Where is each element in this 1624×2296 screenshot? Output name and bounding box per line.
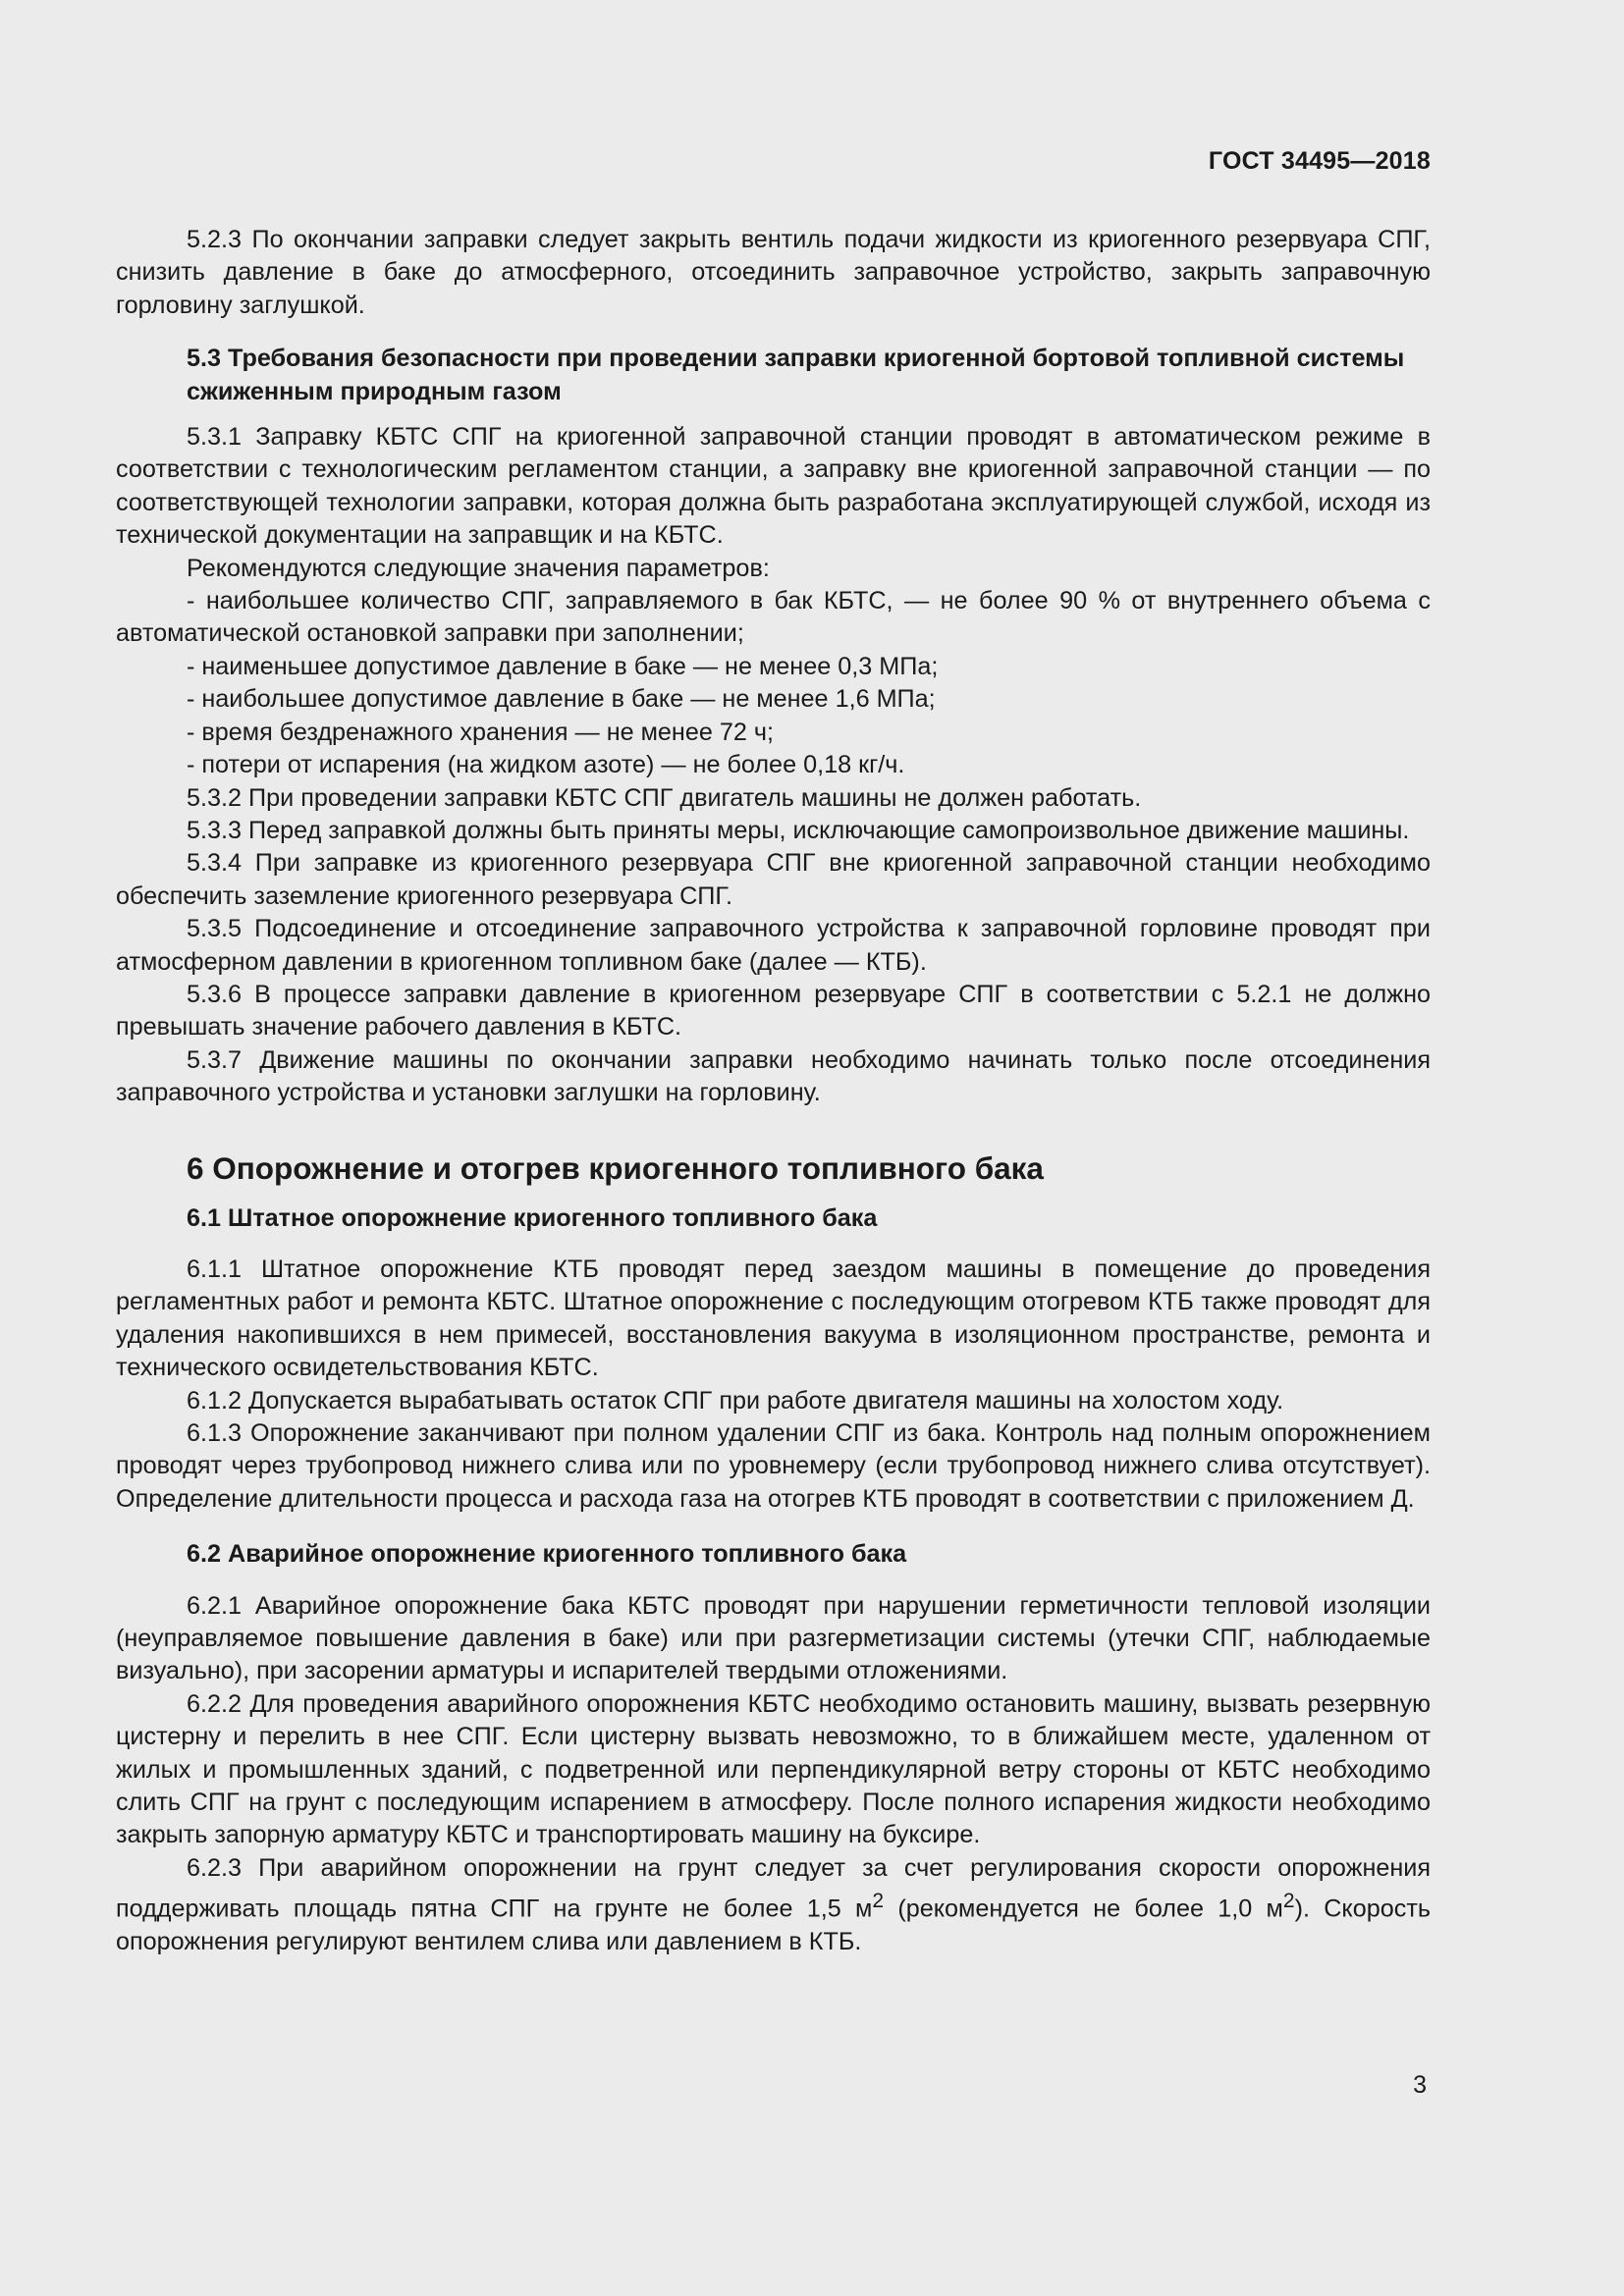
paragraph-6-2-3-part-b: (рекомендуется не более 1,0 м [884, 1895, 1283, 1923]
heading-5-3: 5.3 Требования безопасности при проведении заправки криогенной бортовой топливной системы сжиженным природным газом [187, 345, 1405, 405]
paragraph-6-2-3-part-c: ). Скорость опорожнения регулируют вентилем слива или давлением в КТБ. [116, 1895, 1431, 1956]
paragraph-6-2-1: 6.2.1 Аварийное опорожнение бака КБТС проводят при нарушении герметичности тепловой изоляции (неуправляемое повышение давления в баке) или при разгерметизации системы (утечки СПГ, наблюдаемые визуально), при засорении арматуры и испарителей твердыми отложениями. [116, 1591, 1431, 1685]
paragraph-5-3-4: 5.3.4 При заправке из криогенного резервуара СПГ вне криогенной заправочной станции необходимо обеспечить заземление криогенного резервуара СПГ. [116, 849, 1431, 910]
list-item-evaporation-loss: - потери от испарения (на жидком азоте) — не более 0,18 кг/ч. [187, 751, 905, 779]
paragraph-6-2-3-part-a: 6.2.3 При аварийном опорожнении на грунт следует за счет регулирования скорости опорожнения поддерживать площадь пятна СПГ на грунте не более 1,5 м [116, 1853, 1431, 1923]
superscript-square-2: 2 [1282, 1890, 1295, 1913]
paragraph-6-1-2: 6.1.2 Допускается вырабатывать остаток СПГ при работе двигателя машины на холостом ходу. [187, 1386, 1284, 1415]
list-item-min-pressure: - наименьшее допустимое давление в баке — не менее 0,3 МПа; [187, 652, 939, 680]
paragraph-5-3-5: 5.3.5 Подсоединение и отсоединение заправочного устройства к заправочной горловине проводят при атмосферном давлении в криогенном топливном баке (далее — КТБ). [116, 915, 1431, 976]
heading-6-2: 6.2 Аварийное опорожнение криогенного топливного бака [187, 1540, 907, 1569]
list-item-max-quantity: - наибольшее количество СПГ, заправляемого в бак КБТС, — не более 90 % от внутреннего объема с автоматической остановкой заправки при заполнении; [116, 587, 1431, 648]
document-body [116, 224, 1431, 1958]
paragraph-5-3-6: 5.3.6 В процессе заправки давление в криогенном резервуаре СПГ в соответствии с 5.2.1 не должно превышать значение рабочего давления в КБТС. [116, 980, 1431, 1041]
paragraph-6-1-1: 6.1.1 Штатное опорожнение КТБ проводят перед заездом машины в помещение до проведения регламентных работ и ремонта КБТС. Штатное опорожнение с последующим отогревом КТБ также проводят для удаления накопившихся в нем примесей, восстановления вакуума в изоляционном пространстве, ремонта и технического освидетельствования КБТС. [116, 1255, 1431, 1382]
paragraph-recommended: Рекомендуются следующие значения параметров: [187, 554, 770, 582]
superscript-square-1: 2 [872, 1890, 885, 1913]
paragraph-5-3-7: 5.3.7 Движение машины по окончании заправки необходимо начинать только после отсоединения заправочного устройства и установки заглушки на горловину. [116, 1045, 1431, 1107]
heading-6: 6 Опорожнение и отогрев криогенного топливного бака [187, 1149, 1044, 1186]
heading-6-1: 6.1 Штатное опорожнение криогенного топливного бака [187, 1203, 878, 1232]
list-item-storage-time: - время бездренажного хранения — не менее 72 ч; [187, 718, 774, 746]
paragraph-5-3-2: 5.3.2 При проведении заправки КБТС СПГ двигатель машины не должен работать. [187, 783, 1142, 812]
paragraph-6-2-3 [116, 1852, 1431, 1959]
list-item-max-pressure: - наибольшее допустимое давление в баке — не менее 1,6 МПа; [187, 685, 936, 714]
paragraph-6-1-3: 6.1.3 Опорожнение заканчивают при полном удалении СПГ из бака. Контроль над полным опорожнением проводят через трубопровод нижнего слива или по уровнемеру (если трубопровод нижнего слива отсутствует). Определение длительности процесса и расхода газа на отогрев КТБ проводят в соответствии с приложением Д. [116, 1419, 1431, 1513]
paragraph-6-2-2: 6.2.2 Для проведения аварийного опорожнения КБТС необходимо остановить машину, вызвать резервную цистерну и перелить в нее СПГ. Если цистерну вызвать невозможно, то в ближайшем месте, удаленном от жилых и промышленных зданий, с подветренной или перпендикулярной ветру стороны от КБТС необходимо слить СПГ на грунт с последующим испарением в атмосферу. После полного испарения жидкости необходимо закрыть запорную арматуру КБТС и транспортировать машину на буксире. [116, 1689, 1431, 1849]
paragraph-5-3-1: 5.3.1 Заправку КБТС СПГ на криогенной заправочной станции проводят в автоматическом режиме в соответствии с технологическим регламентом станции, а заправку вне криогенной заправочной станции — по соответствующей технологии заправки, которая должна быть разработана эксплуатирующей службой, исходя из технической документации на заправщик и на КБТС. [116, 423, 1431, 550]
standard-header: ГОСТ 34495—2018 [1208, 147, 1431, 175]
page-number: 3 [1413, 2071, 1427, 2099]
paragraph-5-3-3: 5.3.3 Перед заправкой должны быть приняты меры, исключающие самопроизвольное движение машины. [187, 816, 1410, 844]
paragraph-5-2-3: 5.2.3 По окончании заправки следует закрыть вентиль подачи жидкости из криогенного резервуара СПГ, снизить давление в баке до атмосферного, отсоединить заправочное устройство, закрыть заправочную горловину заглушкой. [116, 226, 1431, 319]
